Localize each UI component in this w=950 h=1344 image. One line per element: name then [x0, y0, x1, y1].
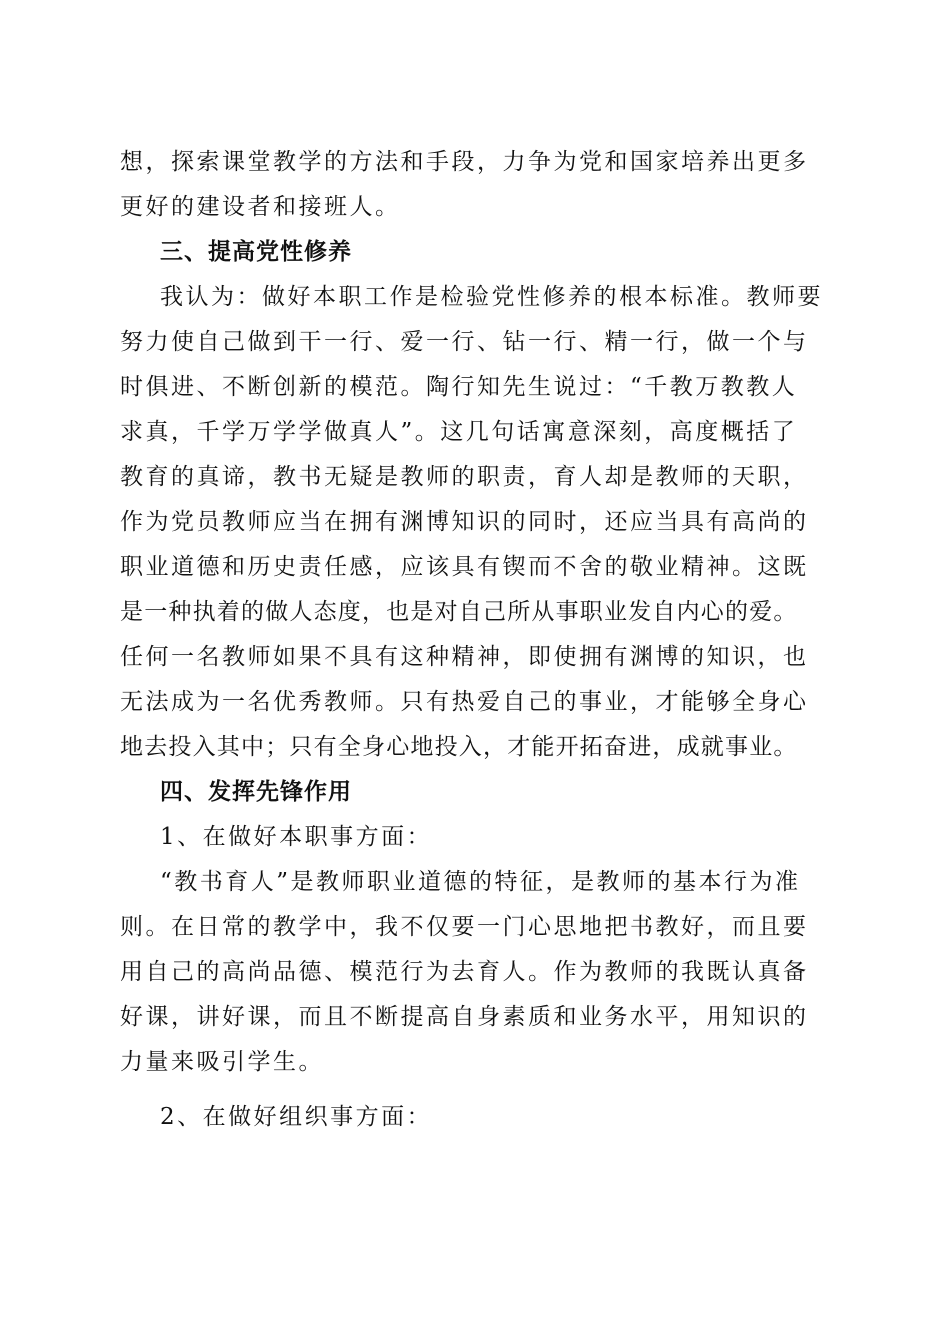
text-line: 用自己的高尚品德、模范行为去育人。作为教师的我既认真备: [120, 959, 809, 985]
text-line: 无法成为一名优秀教师。只有热爱自己的事业，才能够全身心: [120, 689, 809, 715]
text-line: 力量来吸引学生。: [120, 1049, 324, 1075]
text-line: “教书育人”是教师职业道德的特征，是教师的基本行为准: [160, 869, 801, 895]
section-heading-3: 三、提高党性修养: [160, 239, 352, 265]
text-line: 作为党员教师应当在拥有渊博知识的同时，还应当具有高尚的: [120, 509, 809, 535]
text-line: 想，探索课堂教学的方法和手段，力争为党和国家培养出更多: [120, 149, 809, 175]
text-line: 职业道德和历史责任感，应该具有锲而不舍的敬业精神。这既: [120, 554, 809, 580]
section-heading-4: 四、发挥先锋作用: [160, 779, 352, 805]
subsection-heading-2: 2、在做好组织事方面：: [160, 1104, 433, 1130]
text-line: 好课，讲好课，而且不断提高自身素质和业务水平，用知识的: [120, 1004, 809, 1030]
paragraph-gap: [120, 1085, 840, 1095]
text-line: 更好的建设者和接班人。: [120, 194, 401, 220]
document-body: [120, 140, 840, 1140]
text-line: 求真，千学万学学做真人”。这几句话寓意深刻，高度概括了: [120, 419, 798, 445]
text-line: 努力使自己做到干一行、爱一行、钻一行、精一行，做一个与: [120, 329, 809, 355]
text-line: 任何一名教师如果不具有这种精神，即使拥有渊博的知识，也: [120, 644, 809, 670]
text-line: 是一种执着的做人态度，也是对自己所从事职业发自内心的爱。: [120, 599, 798, 625]
text-line: 时俱进、不断创新的模范。陶行知先生说过：“千教万教教人: [120, 374, 798, 400]
text-line: 地去投入其中；只有全身心地投入，才能开拓奋进，成就事业。: [120, 734, 798, 760]
text-line: 则。在日常的教学中，我不仅要一门心思地把书教好，而且要: [120, 914, 809, 940]
text-line: 教育的真谛，教书无疑是教师的职责，育人却是教师的天职，: [120, 464, 809, 490]
text-line: 我认为：做好本职工作是检验党性修养的根本标准。教师要: [160, 284, 823, 310]
subsection-heading-1: 1、在做好本职事方面：: [160, 824, 433, 850]
